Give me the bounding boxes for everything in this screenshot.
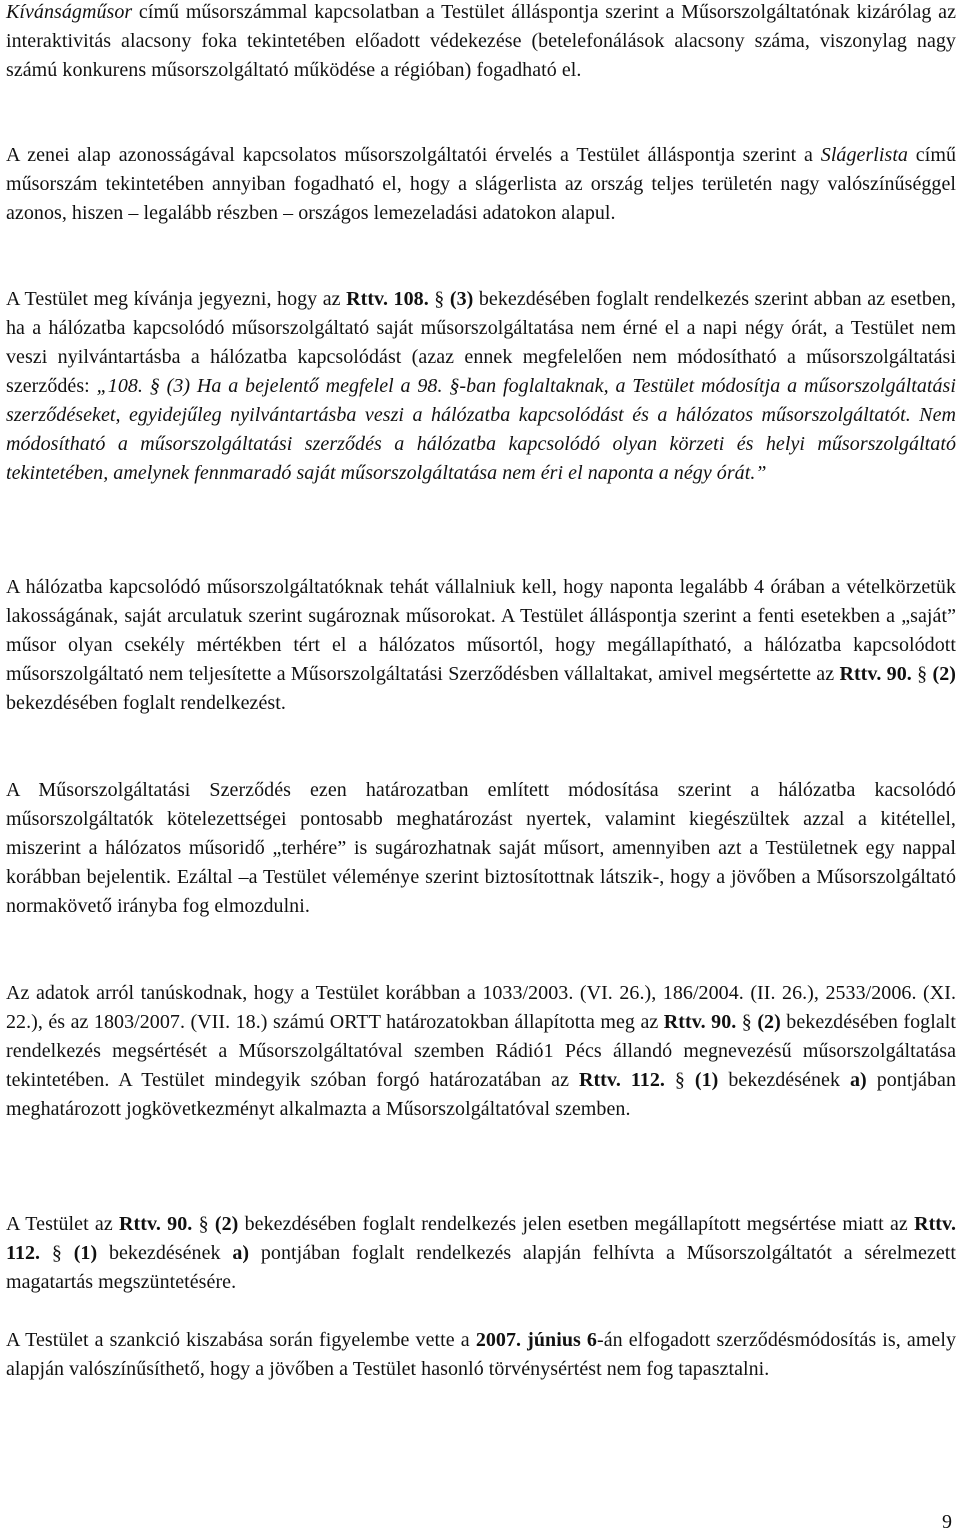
paragraph-kivansagmusor (6, 0, 956, 85)
paragraph-contract-modification (6, 776, 956, 921)
section-sign: § (434, 288, 445, 310)
date-reference: 2007. június 6 (475, 1329, 597, 1351)
law-reference: (1) (73, 1242, 98, 1264)
section-sign: § (198, 1213, 209, 1235)
paragraph-text: -án elfogadott szerződésmódosítás is, amely alapján valószínűsíthető, hogy a jövőben a Testület hasonló törvénysértést nem fog tapasztalni. (6, 1329, 957, 1380)
paragraph-network-obligations (6, 573, 956, 718)
paragraph-previous-decisions (6, 979, 956, 1124)
paragraph-text: bekezdésében foglalt rendelkezést. (6, 692, 286, 714)
paragraph-text: A Testület az (6, 1213, 120, 1235)
paragraph-text: című műsorszám tekintetében annyiban fogadható el, hogy a slágerlista az ország teljes területén nagy valószínűséggel azonos, hiszen – legalább részben – országos lemezeladási adatokon alapul. (6, 144, 956, 224)
paragraph-text: A Testület meg kívánja jegyezni, hogy az (6, 288, 347, 310)
law-reference: Rttv. 112. (6, 1213, 956, 1264)
paragraph-text: pontjában foglalt rendelkezés alapján felhívta a Műsorszolgáltatót a sérelmezett magatartás megszüntetésére. (6, 1242, 956, 1293)
paragraph-sanction-consideration (6, 1326, 956, 1384)
paragraph-rttv-108 (6, 285, 956, 488)
paragraph-text: Az adatok arról tanúskodnak, hogy a Testület korábban a 1033/2003. (VI. 26.), 186/2004. (II. 26.), 2533/2006. (XI. 22.), és az 1803/2007. (VII. 18.) számú ORTT határozatokban állapította meg az (6, 982, 956, 1033)
paragraph-text: bekezdésének (718, 1069, 850, 1091)
page-number: 9 (942, 1511, 952, 1533)
law-reference: (3) (449, 288, 474, 310)
section-sign: § (51, 1242, 62, 1264)
paragraph-text: bekezdésének (97, 1242, 233, 1264)
section-sign: § (741, 1011, 752, 1033)
paragraph-text: A zenei alap azonosságával kapcsolatos műsorszolgáltatói érvelés a Testület álláspontja szerint a (6, 144, 821, 166)
paragraph-text: bekezdésében foglalt rendelkezés megsértését a Műsorszolgáltatóval szemben Rádió1 Pécs állandó megnevezésű műsorszolgáltatása tekintetében. A Testület mindegyik szóban forgó határozatában az (6, 1011, 956, 1091)
law-reference: (2) (932, 663, 956, 685)
paragraph-slagerlista (6, 141, 956, 228)
law-reference: Rttv. 90. (119, 1213, 193, 1235)
law-reference: Rttv. 90. (839, 663, 912, 685)
law-reference: a) (232, 1242, 250, 1264)
section-sign: § (674, 1069, 685, 1091)
law-reference: a) (849, 1069, 867, 1091)
law-reference: Rttv. 112. (578, 1069, 665, 1091)
paragraph-text: A Műsorszolgáltatási Szerződés ezen határozatban említett módosítása szerint a hálózatba kacsolódó műsorszolgáltatók kötelezettségei pontosabb meghatározást nyertek, valamint kiegészültek azzal a kitétellel, miszerint a hálózatos műsoridő „terhére” is sugározhatnak saját műsort, amennyiben azt a Testületnek egy nappal korábban bejelentik. Ezáltal –a Testület véleménye szerint biztosítottnak látszik-, hogy a jövőben a Műsorszolgáltató normakövető irányba fog elmozdulni. (6, 779, 956, 917)
law-reference: (2) (757, 1011, 781, 1033)
program-title: Slágerlista (820, 144, 908, 166)
law-reference: Rttv. 108. (346, 288, 429, 310)
law-reference: (2) (214, 1213, 239, 1235)
paragraph-text: A hálózatba kapcsolódó műsorszolgáltatóknak tehát vállalniuk kell, hogy naponta legalább 4 órában a vételkörzetük lakosságának, saját arculatuk szerint sugároznak műsorokat. A Testület álláspontja szerint a fenti esetekben a „saját” műsor olyan csekély mértékben tért el a hálózatos műsortól, hogy megállapítható, a hálózatba kapcsolódott műsorszolgáltató nem teljesítette a Műsorszolgáltatási Szerződésben vállaltakat, amivel megsértette az (6, 576, 956, 685)
section-sign: § (917, 663, 928, 685)
law-reference: Rttv. 90. (663, 1011, 737, 1033)
paragraph-text: bekezdésében foglalt rendelkezés szerint abban az esetben, ha a hálózatba kapcsolódó műsorszolgáltató saját műsorszolgáltatása nem érné el a napi négy órát, a Testület nem veszi nyilvántartásba a hálózatba kapcsolódást (azaz ennek megfelelően nem módosítható a műsorszolgáltatási szerződés: (6, 288, 956, 397)
paragraph-text: A Testület a szankció kiszabása során figyelembe vette a (6, 1329, 476, 1351)
paragraph-text: című műsorszámmal kapcsolatban a Testület álláspontja szerint a Műsorszolgáltatónak kizárólag az interaktivitás alacsony foka tekintetében előadott védekezése (betelefonálások alacsony száma, viszonylag nagy számú konkurens műsorszolgáltató működése a régióban) fogadható el. (6, 1, 956, 81)
program-title: Kívánságműsor (6, 1, 133, 23)
paragraph-text: pontjában meghatározott jogkövetkezményt alkalmazta a Műsorszolgáltatóval szemben. (6, 1069, 957, 1120)
law-reference: (1) (694, 1069, 719, 1091)
paragraph-sanction (6, 1210, 956, 1297)
law-quote: „108. § (3) Ha a bejelentő megfelel a 98. §-ban foglaltaknak, a Testület módosítja a műsorszolgáltatási szerződéseket, egyidejűleg nyilvántartásba veszi a hálózatba kapcsolódást és a hálózatos műsorszolgáltatót. Nem módosítható a műsorszolgáltatási szerződés a hálózatba kapcsolódó olyan körzeti és helyi műsorszolgáltató tekintetében, amelynek fennmaradó saját műsorszolgáltatása nem éri el naponta a négy órát.” (6, 375, 956, 484)
paragraph-text: bekezdésében foglalt rendelkezés jelen esetben megállapított megsértése miatt az (238, 1213, 915, 1235)
